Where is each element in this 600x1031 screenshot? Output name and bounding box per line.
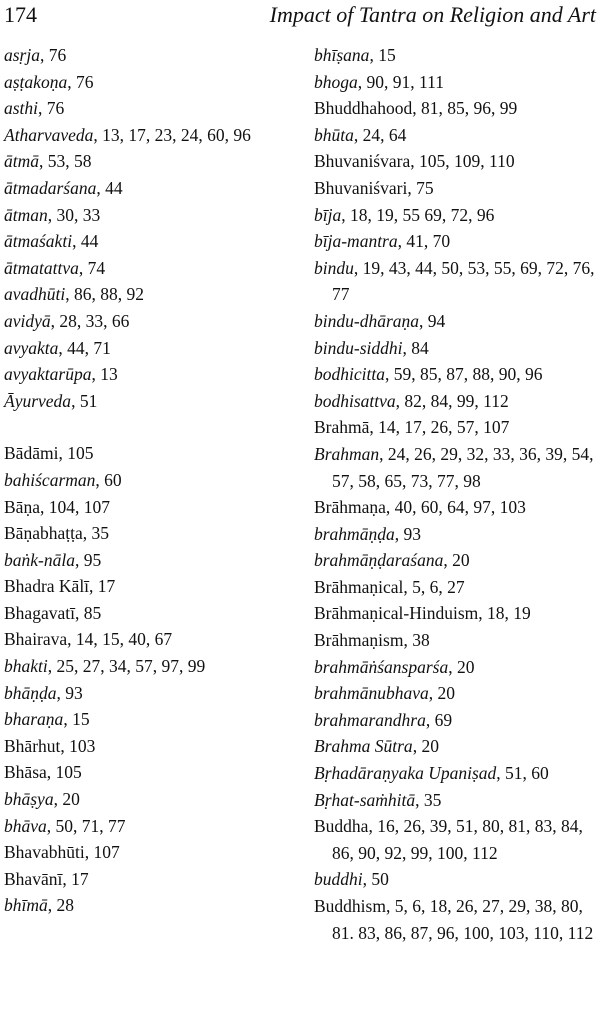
index-entry <box>4 494 290 521</box>
page-references: , 44, 71 <box>58 337 111 358</box>
index-entry <box>4 786 290 813</box>
index-term: Brāhmaṇa <box>314 497 386 518</box>
page-references: , 5, 6, 27 <box>403 576 465 597</box>
index-term: avyaktarūpa <box>4 364 92 385</box>
page-references: , 104, 107 <box>39 496 110 517</box>
page-references: , 85 <box>74 602 102 623</box>
page-references: , 40, 60, 64, 97, 103 <box>385 497 526 518</box>
page-references: , 14, 17, 26, 57, 107 <box>369 417 510 438</box>
index-entry <box>314 733 598 760</box>
index-entry <box>314 574 598 601</box>
page-references: , 50, 71, 77 <box>46 815 126 836</box>
index-entry <box>4 440 290 467</box>
index-term: Brāhmaṇism <box>314 630 404 651</box>
index-entry <box>4 467 290 494</box>
page-references: , 38 <box>403 630 430 651</box>
index-entry <box>4 892 290 919</box>
index-term: brahmāṇḍaraśana <box>314 550 444 571</box>
page-references: , 105 <box>46 762 82 783</box>
page-references: , 35 <box>415 789 442 810</box>
index-term: Bhavānī <box>4 868 63 889</box>
page-references: , 59, 85, 87, 88, 90, 96 <box>384 364 543 385</box>
index-term: Āyurveda <box>4 390 72 411</box>
index-term: Brāhmaṇical-Hinduism <box>314 603 479 624</box>
index-term: bīja-mantra <box>314 231 398 252</box>
index-term: bodhisattva <box>314 390 396 411</box>
index-entry <box>4 42 290 69</box>
index-term: Bṛhat-saṁhitā <box>314 789 416 810</box>
index-term: Atharvaveda <box>4 124 94 145</box>
index-entry <box>314 893 598 946</box>
page-references: , 17 <box>89 576 116 597</box>
page-references: , 18, 19 <box>478 603 531 624</box>
index-entry <box>314 228 598 255</box>
index-term: bhīmā <box>4 895 48 916</box>
page-references: , 16, 26, 39, 51, 80, 81, 83, 84, 86, 90, 92, 99, 100, 112 <box>332 816 583 863</box>
index-entry <box>4 255 290 282</box>
index-term: brahmāṇḍa <box>314 523 395 544</box>
page-references: , 69 <box>425 709 453 730</box>
index-term: ātman <box>4 204 48 225</box>
page-references: , 35 <box>82 523 109 544</box>
page-references: , 20 <box>448 656 475 677</box>
index-term: buddhi <box>314 869 363 890</box>
page-references: , 5, 6, 18, 26, 27, 29, 38, 80, 81. 83, 86, 87, 96, 100, 103, 110, 112 <box>332 896 594 943</box>
index-entry <box>4 69 290 96</box>
page-references: , 24, 26, 29, 32, 33, 36, 39, 54, 57, 58, 65, 73, 77, 98 <box>332 443 594 491</box>
index-term: bindu <box>314 257 354 278</box>
page-references: , 14, 15, 40, 67 <box>67 629 173 650</box>
page-references: , 44 <box>72 231 99 252</box>
index-entry <box>4 308 290 335</box>
index-entry <box>314 866 598 893</box>
page-references: , 93 <box>56 682 83 703</box>
index-term: Bhairava <box>4 629 68 650</box>
index-term: brahmarandhra <box>314 709 426 730</box>
page-references: , 105 <box>58 443 94 464</box>
index-entry <box>314 175 598 202</box>
page-references: , 19, 43, 44, 50, 53, 55, 69, 72, 76, 77 <box>332 257 595 305</box>
index-term: bhāṇḍa <box>4 682 57 703</box>
index-term: brahmānubhava <box>314 683 429 704</box>
page-references: , 76 <box>67 71 94 92</box>
index-term: asthi <box>4 98 39 119</box>
index-term: Bhuvaniśvari <box>314 177 408 198</box>
page-references: , 93 <box>394 523 421 544</box>
index-entry <box>4 573 290 600</box>
index-term: ātmatattva <box>4 257 79 278</box>
index-entry <box>314 600 598 627</box>
index-entry <box>4 175 290 202</box>
index-term: bahiścarman <box>4 469 96 490</box>
index-term: bhāṣya <box>4 789 54 810</box>
index-term: Bhārhut <box>4 735 61 756</box>
page-references: , 86, 88, 92 <box>65 284 144 305</box>
index-term: Brahmā <box>314 417 370 438</box>
index-term: Bādāmi <box>4 443 59 464</box>
index-term: avyakta <box>4 337 59 358</box>
index-entry <box>314 95 598 122</box>
index-entry <box>4 228 290 255</box>
index-entry <box>4 547 290 574</box>
index-entry <box>314 42 598 69</box>
index-entry <box>314 707 598 734</box>
page-references: , 20 <box>412 736 439 757</box>
index-entry <box>314 680 598 707</box>
index-term: bīja <box>314 204 342 225</box>
index-entry <box>314 627 598 654</box>
index-entry <box>4 626 290 653</box>
page-references: , 15 <box>63 709 90 730</box>
page-references: , 13 <box>91 364 118 385</box>
page-references: , 90, 91, 111 <box>357 71 444 92</box>
running-head: Impact of Tantra on Religion and Art <box>269 2 596 27</box>
page-references: , 105, 109, 110 <box>410 151 515 172</box>
page-references: , 107 <box>84 842 120 863</box>
page-references: , 94 <box>419 310 446 331</box>
index-entry <box>314 414 598 441</box>
page-references: , 75 <box>407 177 434 198</box>
index-term: aṣṭakoṇa <box>4 71 68 92</box>
page-references: , 25, 27, 34, 57, 97, 99 <box>47 656 206 677</box>
index-term: avidyā <box>4 310 51 331</box>
index-entry <box>4 680 290 707</box>
index-term: bhāva <box>4 815 47 836</box>
index-term: bodhicitta <box>314 364 385 385</box>
index-entry <box>4 706 290 733</box>
index-term: Bhadra Kālī <box>4 576 90 597</box>
section-gap <box>4 414 290 440</box>
index-entry <box>4 95 290 122</box>
index-term: Brahma Sūtra <box>314 736 413 757</box>
page-references: , 103 <box>60 735 96 756</box>
page-references: , 60 <box>95 469 122 490</box>
page-references: , 51, 60 <box>496 763 549 784</box>
page-references: , 20 <box>53 789 80 810</box>
index-entry <box>4 281 290 308</box>
index-entry <box>314 547 598 574</box>
index-entry <box>314 202 598 229</box>
page-references: , 51 <box>71 390 98 411</box>
page-references: , 20 <box>443 550 470 571</box>
index-entry <box>314 521 598 548</box>
page-references: , 76 <box>39 45 67 65</box>
index-entry <box>314 760 598 787</box>
index-term: bindu-dhāraṇa <box>314 310 419 331</box>
index-entry <box>314 494 598 521</box>
page-header <box>4 2 596 34</box>
index-entry <box>4 600 290 627</box>
index-entry <box>314 654 598 681</box>
index-term: ātmaśakti <box>4 231 73 252</box>
index-term: bindu-siddhi <box>314 337 403 358</box>
page-number: 174 <box>4 2 37 27</box>
index-entry <box>314 388 598 415</box>
index-term: avadhūti <box>4 284 66 305</box>
page-references: , 30, 33 <box>47 204 101 225</box>
index-entry <box>314 813 598 866</box>
index-term: Brahman <box>314 443 380 464</box>
index-term: baṅk-nāla <box>4 549 75 570</box>
index-term: bharaṇa <box>4 709 64 730</box>
index-term: ātmā <box>4 151 39 172</box>
page-references: , 28 <box>47 895 74 916</box>
index-term: bhakti <box>4 656 48 677</box>
index-entry <box>4 813 290 840</box>
index-entry <box>4 653 290 680</box>
index-term: brahmāṅśansparśa <box>314 656 449 677</box>
index-term: Bhagavatī <box>4 602 75 623</box>
index-entry <box>4 202 290 229</box>
index-term: Bhuddhahood <box>314 98 413 119</box>
page-references: , 82, 84, 99, 112 <box>395 390 509 411</box>
index-entry <box>314 148 598 175</box>
page-references: , 17 <box>62 868 89 889</box>
index-term: Bṛhadāraṇyaka Upaniṣad <box>314 763 497 784</box>
index-entry <box>4 148 290 175</box>
index-entry <box>314 122 598 149</box>
page-references: , 24, 64 <box>353 124 407 145</box>
page-references: , 28, 33, 66 <box>50 310 130 331</box>
page-references: , 20 <box>428 683 455 704</box>
index-entry <box>314 441 598 494</box>
index-column-left <box>4 42 290 919</box>
index-entry <box>4 866 290 893</box>
page-references: , 41, 70 <box>397 231 451 252</box>
index-term: asṛja <box>4 45 40 65</box>
index-entry <box>314 255 598 308</box>
index-term: bhīṣana <box>314 45 370 65</box>
index-entry <box>4 520 290 547</box>
index-entry <box>4 759 290 786</box>
index-entry <box>4 839 290 866</box>
index-term: Brāhmaṇical <box>314 576 404 597</box>
page-references: , 53, 58 <box>39 151 92 172</box>
page-references: , 13, 17, 23, 24, 60, 96 <box>93 124 251 145</box>
index-term: Buddhism <box>314 896 386 916</box>
index-term: Buddha <box>314 816 369 837</box>
page-references: , 50 <box>362 869 389 890</box>
index-term: Bhavabhūti <box>4 842 85 863</box>
index-entry <box>4 335 290 362</box>
index-term: Bhuvaniśvara <box>314 151 411 172</box>
index-entry <box>314 69 598 96</box>
page-references: , 44 <box>96 177 123 198</box>
page-references: , 81, 85, 96, 99 <box>412 98 518 119</box>
page-references: , 95 <box>74 549 102 570</box>
index-entry <box>314 335 598 362</box>
page-references: , 18, 19, 55 69, 72, 96 <box>341 204 495 225</box>
index-entry <box>4 361 290 388</box>
page-references: , 74 <box>78 257 106 278</box>
index-entry <box>4 733 290 760</box>
index-term: Bāṇabhaṭṭa <box>4 523 83 544</box>
index-term: bhūta <box>314 124 354 145</box>
page-references: , 76 <box>38 98 65 119</box>
index-column-right <box>314 42 598 946</box>
index-entry <box>4 122 290 149</box>
index-entry <box>314 787 598 814</box>
index-term: Bāṇa <box>4 496 40 517</box>
index-entry <box>314 361 598 388</box>
page-references: , 15 <box>369 45 396 65</box>
index-entry <box>314 308 598 335</box>
index-term: bhoga <box>314 71 358 92</box>
index-term: Bhāsa <box>4 762 47 783</box>
index-term: ātmadarśana <box>4 177 97 198</box>
page-references: , 84 <box>402 337 429 358</box>
index-entry <box>4 388 290 415</box>
